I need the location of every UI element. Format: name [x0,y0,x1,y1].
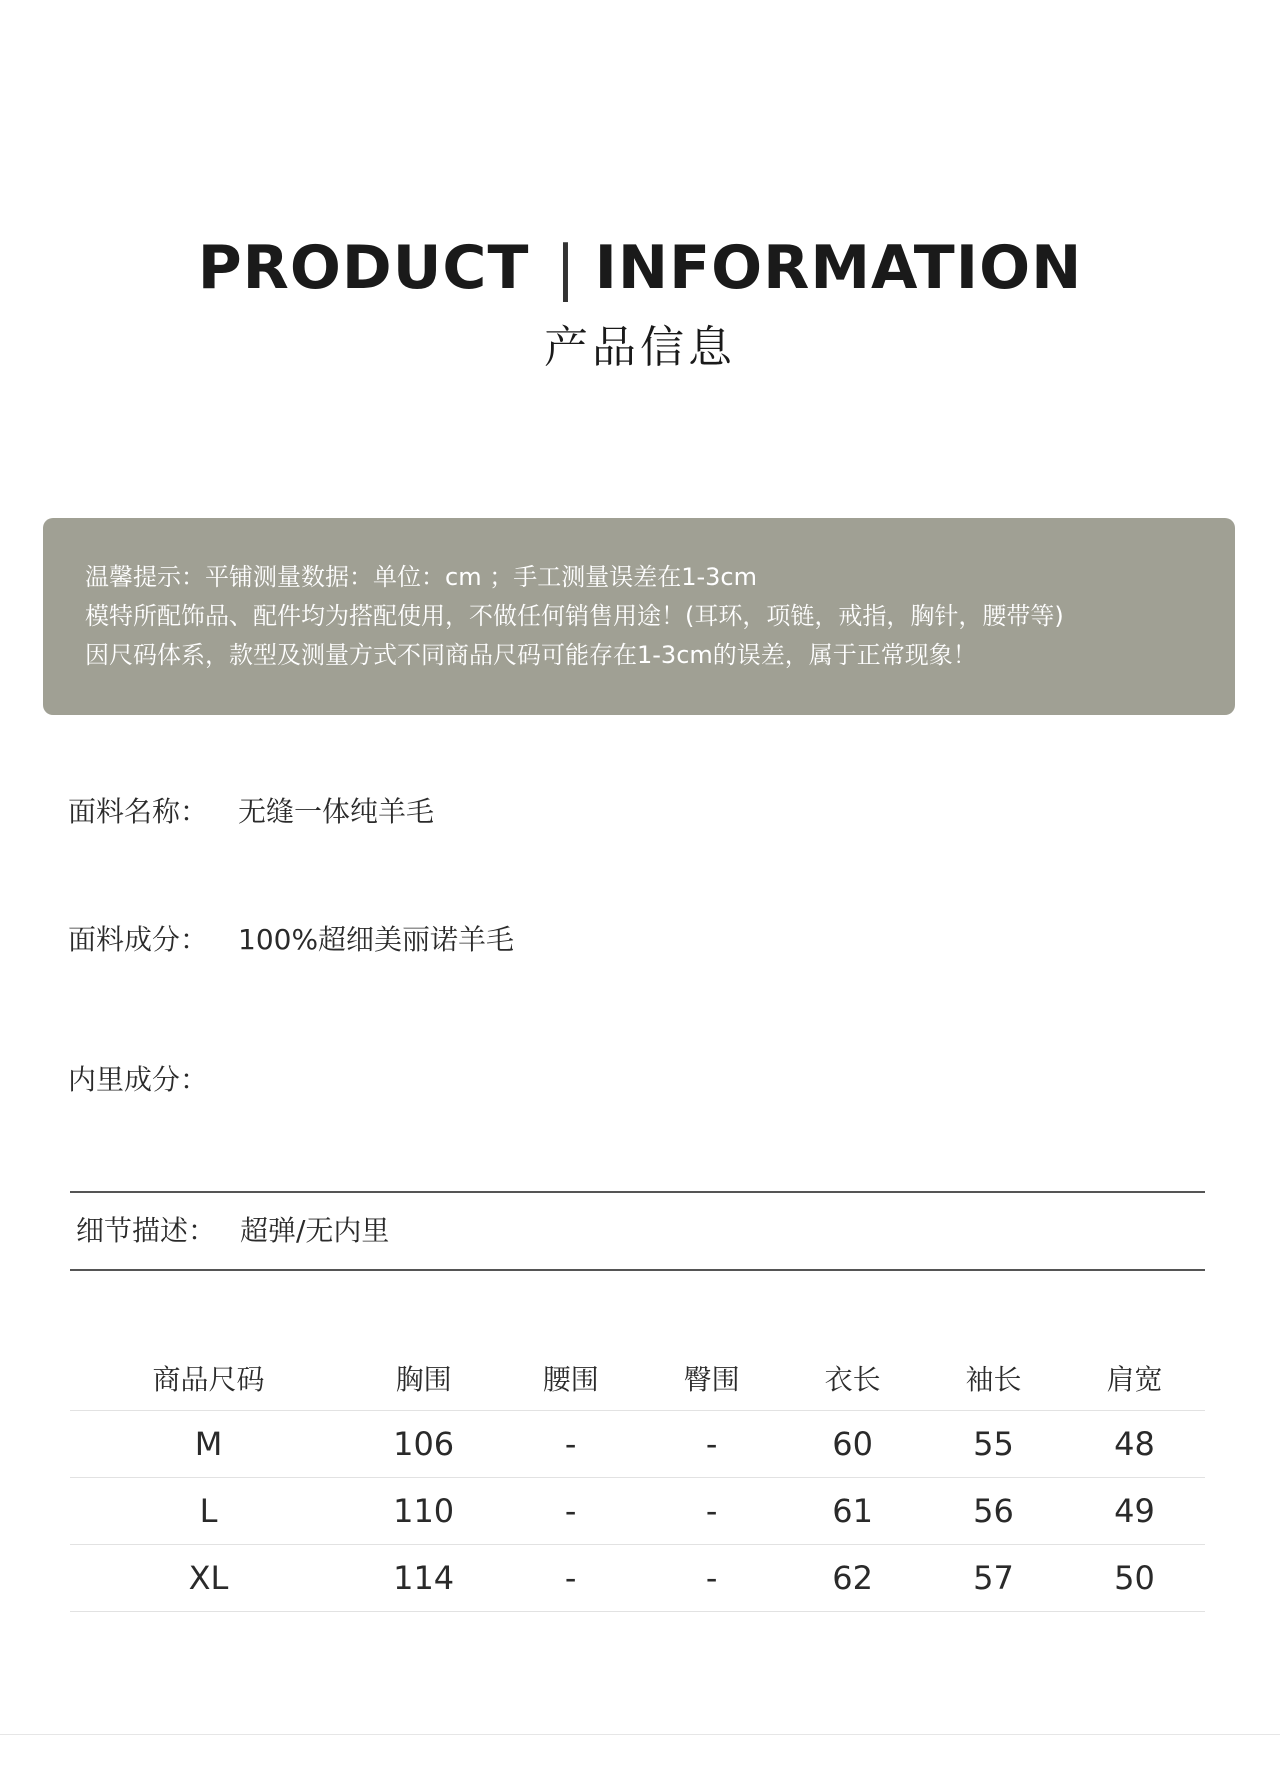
fabric-name-row [68,790,434,830]
fabric-name-value: 无缝一体纯羊毛 [238,795,435,828]
cell-hip: - [641,1545,782,1612]
cell-chest: 114 [347,1545,500,1612]
notice-line-accessories: 模特所配饰品、配件均为搭配使用，不做任何销售用途！(耳环，项链，戒指，胸针，腰带等) [85,602,1064,630]
header-hip: 臀围 [641,1345,782,1411]
table-row [70,1478,1205,1545]
cell-waist: - [500,1545,641,1612]
cell-waist: - [500,1411,641,1478]
notice-line-size-system: 因尺码体系，款型及测量方式不同商品尺码可能存在1-3cm的误差，属于正常现象！ [85,641,977,669]
cell-length: 62 [782,1545,923,1612]
fabric-name-label: 面料名称： [68,795,209,828]
cell-size: L [70,1478,347,1545]
header-length: 衣长 [782,1345,923,1411]
cell-length: 61 [782,1478,923,1545]
page-title [0,228,1280,308]
cell-sleeve: 55 [923,1411,1064,1478]
lining-composition-label: 内里成分： [68,1063,209,1096]
cell-waist: - [500,1478,641,1545]
notice-line-measurement: 温馨提示：平铺测量数据：单位：cm ；手工测量误差在1-3cm [85,563,757,591]
header-chest: 胸围 [347,1345,500,1411]
title-separator: | [555,233,577,303]
cell-shoulder: 49 [1064,1478,1205,1545]
lining-composition-row [68,1058,238,1098]
bottom-divider [0,1734,1280,1735]
table-row [70,1545,1205,1612]
title-information: INFORMATION [594,233,1083,303]
cell-length: 60 [782,1411,923,1478]
cell-sleeve: 56 [923,1478,1064,1545]
cell-hip: - [641,1478,782,1545]
cell-size: XL [70,1545,347,1612]
title-product: PRODUCT [197,233,530,303]
fabric-composition-row [68,918,514,958]
size-table [70,1345,1205,1612]
detail-label: 细节描述： [76,1214,217,1247]
page-subtitle: 产品信息 [544,322,736,373]
cell-size: M [70,1411,347,1478]
header-sleeve: 袖长 [923,1345,1064,1411]
header-size: 商品尺码 [70,1345,347,1411]
cell-shoulder: 48 [1064,1411,1205,1478]
fabric-composition-value: 100%超细美丽诺羊毛 [238,923,515,956]
fabric-composition-label: 面料成分： [68,923,209,956]
cell-hip: - [641,1411,782,1478]
size-table-header-row [70,1345,1205,1411]
cell-chest: 110 [347,1478,500,1545]
cell-sleeve: 57 [923,1545,1064,1612]
notice-box [43,518,1235,715]
detail-value: 超弹/无内里 [240,1214,390,1247]
table-row [70,1411,1205,1478]
cell-chest: 106 [347,1411,500,1478]
detail-description [70,1191,1205,1271]
header-shoulder: 肩宽 [1064,1345,1205,1411]
cell-shoulder: 50 [1064,1545,1205,1612]
header-waist: 腰围 [500,1345,641,1411]
